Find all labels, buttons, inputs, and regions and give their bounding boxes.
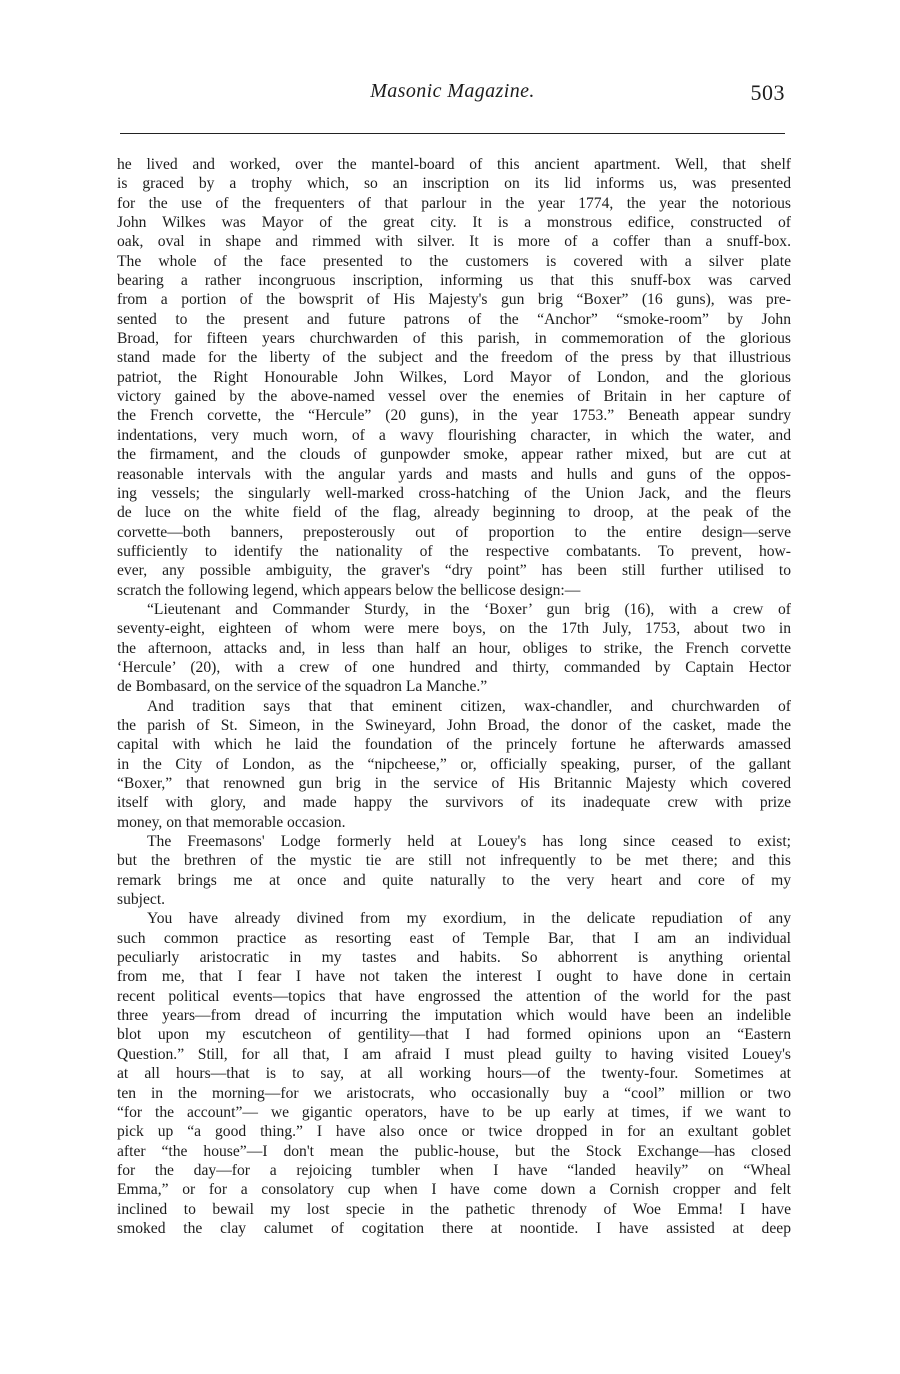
text-line: scratch the following legend, which appears below the bellicose design:— [117,581,581,599]
text-line: seventy-eight, eighteen of whom were mere boys, on the 17th July, 1753, about two in [117,620,791,638]
text-line: de Bombasard, on the service of the squadron La Manche.” [117,678,488,696]
text-line: for the use of the frequenters of that parlour in the year 1774, the year the notorious [117,194,791,212]
text-line: pick up “a good thing.” I have also once or twice dropped in for an exultant goblet [117,1123,791,1141]
text-line: in the City of London, as the “nipcheese,” or, officially speaking, purser, of the gallant [117,755,791,773]
text-line: at all hours—that is to say, at all working hours—of the twenty-four. Sometimes at [117,1065,791,1083]
text-line: money, on that memorable occasion. [117,813,346,831]
text-line: for the day—for a rejoicing tumbler when I have “landed heavily” on “Wheal [117,1161,791,1179]
text-line: such common practice as resorting east of Temple Bar, that I am an individual [117,929,791,947]
text-line: Emma,” or for a consolatory cup when I have come down a Cornish cropper and felt [117,1181,791,1199]
text-line: the firmament, and the clouds of gunpowder smoke, appear rather mixed, but are cut at [117,446,791,464]
text-line: corvette—both banners, preposterously out of proportion to the entire design—serve [117,523,791,541]
text-line: smoked the clay calumet of cogitation there at noontide. I have assisted at deep [117,1219,791,1237]
text-line: subject. [117,891,166,909]
text-line: ‘Hercule’ (20), with a crew of one hundred and thirty, commanded by Captain Hector [117,658,791,676]
text-line: after “the house”—I don't mean the public-house, but the Stock Exchange—has closed [117,1142,791,1160]
text-line: sufficiently to identify the nationality of the respective combatants. To prevent, how- [117,542,791,560]
running-title: Masonic Magazine. [370,80,535,102]
text-line: the afternoon, attacks and, in less than half an hour, obliges to strike, the French corvette [117,639,791,657]
text-line: Broad, for fifteen years churchwarden of this parish, in commemoration of the glorious [117,330,791,348]
text-line: ten in the morning—for we aristocrats, who occasionally buy a “cool” million or two [117,1084,791,1102]
text-line: from a portion of the bowsprit of His Majesty's gun brig “Boxer” (16 guns), was pre- [117,291,791,309]
text-line: The Freemasons' Lodge formerly held at Louey's has long since ceased to exist; [147,833,791,851]
text-line: indentations, very much worn, of a wavy flourishing character, in which the water, and [117,426,791,444]
text-line: de luce on the white field of the flag, already beginning to droop, at the peak of the [117,504,791,522]
article-body [117,155,791,1238]
text-line: The whole of the face presented to the customers is covered with a silver plate [117,252,791,270]
text-line: ing vessels; the singularly well-marked cross-hatching of the Union Jack, and the fleurs [117,484,791,502]
text-line: “Lieutenant and Commander Sturdy, in the ‘Boxer’ gun brig (16), with a crew of [147,600,791,618]
text-line: the French corvette, the “Hercule” (20 guns), in the year 1753.” Beneath appear sundry [117,407,791,425]
text-line: stand made for the liberty of the subject and the freedom of the press by that illustrious [117,349,791,367]
page-number: 503 [750,80,785,105]
text-line: capital with which he laid the foundation of the princely fortune he afterwards amassed [117,736,791,754]
text-line: oak, oval in shape and rimmed with silver. It is more of a coffer than a snuff-box. [117,233,791,251]
text-line: blot upon my escutcheon of gentility—that I had formed opinions upon an “Eastern [117,1026,791,1044]
text-line: John Wilkes was Mayor of the great city. It is a monstrous edifice, constructed of [117,214,791,232]
text-line: ever, any possible ambiguity, the graver's “dry point” has been still further utilised to [117,562,791,580]
text-line: but the brethren of the mystic tie are still not infrequently to be met there; and this [117,852,791,870]
text-line: remark brings me at once and quite naturally to the very heart and core of my [117,871,791,889]
text-line: from me, that I fear I have not taken the interest I ought to have done in certain [117,968,791,986]
text-line: victory gained by the above-named vessel over the enemies of Britain in her capture of [117,388,791,406]
text-line: Question.” Still, for all that, I am afraid I must plead guilty to having visited Louey's [117,1045,791,1063]
text-line: is graced by a trophy which, so an inscription on its lid informs us, was presented [117,175,791,193]
text-line: the parish of St. Simeon, in the Swineyard, John Broad, the donor of the casket, made the [117,716,791,734]
text-line: And tradition says that that eminent citizen, wax-chandler, and churchwarden of [147,697,791,715]
text-line: bearing a rather incongruous inscription, informing us that this snuff-box was carved [117,272,791,290]
text-line: reasonable intervals with the angular yards and masts and hulls and guns of the oppos- [117,465,791,483]
text-line: peculiarly aristocratic in my tastes and habits. So abhorrent is anything oriental [117,949,791,967]
text-line: sented to the present and future patrons of the “Anchor” “smoke-room” by John [117,310,791,328]
text-line: he lived and worked, over the mantel-board of this ancient apartment. Well, that shelf [117,156,791,173]
text-line: itself with glory, and made happy the survivors of its inadequate crew with prize [117,794,791,812]
text-line: three years—from dread of incurring the imputation which would have been an indelible [117,1007,791,1025]
text-line: “for the account”— we gigantic operators, have to be up early at times, if we want to [117,1103,791,1121]
header-rule [120,133,785,134]
text-line: patriot, the Right Honourable John Wilkes, Lord Mayor of London, and the glorious [117,368,791,386]
text-line: recent political events—topics that have engrossed the attention of the world for the past [117,987,791,1005]
text-line: You have already divined from my exordium, in the delicate repudiation of any [147,910,791,928]
running-head [120,80,785,124]
text-line: “Boxer,” that renowned gun brig in the service of His Britannic Majesty which covered [117,775,791,792]
text-line: inclined to bewail my lost specie in the pathetic threnody of Woe Emma! I have [117,1200,791,1218]
